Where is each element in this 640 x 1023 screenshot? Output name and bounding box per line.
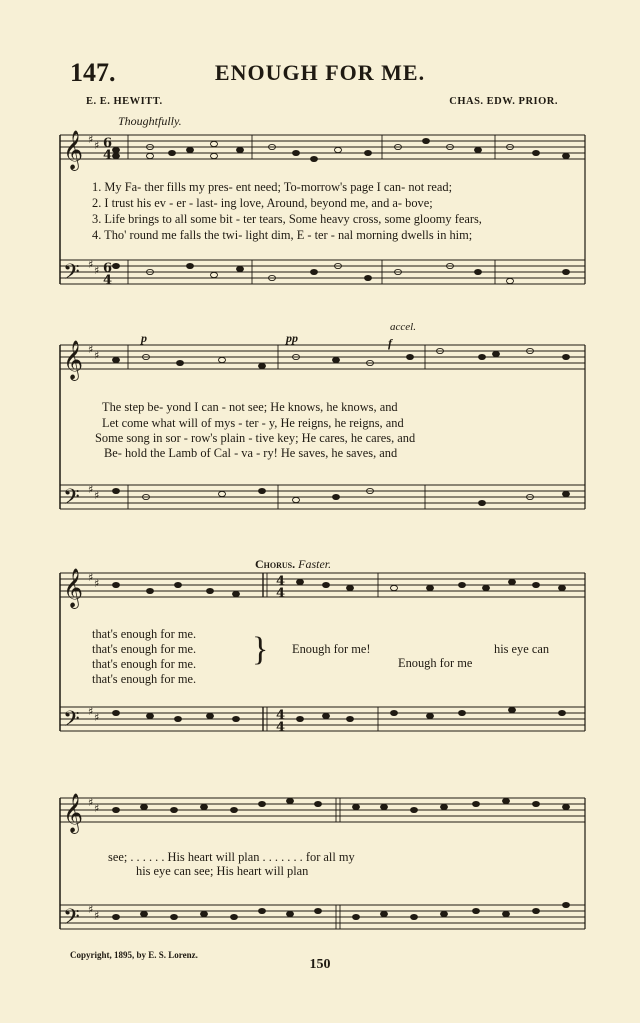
svg-text:4: 4 — [276, 720, 286, 735]
chorus-label: Chorus. — [255, 557, 296, 571]
svg-text:𝄢: 𝄢 — [63, 260, 80, 290]
tempo-marking: Thoughtfully. — [118, 114, 182, 128]
chorus-line-2-b: his eye can see; His heart will plan — [136, 864, 309, 878]
svg-text:♯: ♯ — [94, 264, 100, 277]
notes-system-1 — [113, 138, 570, 283]
composer-credit: CHAS. EDW. PRIOR. — [449, 96, 558, 107]
svg-text:♯: ♯ — [94, 711, 100, 724]
staff-3-bass — [60, 707, 585, 731]
staff-2-treble — [60, 345, 585, 369]
verse-4-line-1: 4. Tho' round me falls the twi- light dim, E - ter - nal morning dwells in him; — [92, 228, 473, 242]
verse-2-line-1: 2. I trust his ev - er - last- ing love, Around, beyond me, and a- bove; — [92, 196, 433, 210]
verse-2-line-2: Let come what will of mys - ter - y, He reigns, he reigns, and — [102, 416, 404, 430]
chorus-verse-1-end: that's enough for me. — [92, 627, 197, 641]
svg-text:𝄞: 𝄞 — [63, 340, 84, 380]
dynamic-p: p — [141, 331, 147, 345]
dynamic-pp: pp — [286, 331, 298, 345]
chorus-verse-3-end: that's enough for me. — [92, 657, 197, 671]
page-number: 150 — [309, 957, 331, 972]
svg-text:♯: ♯ — [94, 349, 100, 362]
svg-text:4: 4 — [276, 586, 286, 601]
chorus-tempo: Faster. — [298, 557, 332, 571]
staff-2-bass — [60, 485, 585, 509]
accel-marking: accel. — [390, 321, 416, 333]
svg-text:𝄞: 𝄞 — [63, 130, 84, 170]
svg-text:♯: ♯ — [88, 571, 94, 584]
svg-text:♯: ♯ — [94, 577, 100, 590]
svg-text:♯: ♯ — [88, 343, 94, 356]
svg-text:♯: ♯ — [94, 802, 100, 815]
chorus-line-1-b: his eye can — [494, 642, 550, 656]
dynamic-f: f — [388, 336, 392, 350]
chorus-line-1-c: Enough for me — [398, 656, 473, 670]
svg-text:4: 4 — [103, 148, 113, 163]
svg-text:4: 4 — [103, 273, 113, 288]
author-credit: E. E. HEWITT. — [86, 96, 163, 107]
verse-1-line-1: 1. My Fa- ther fills my pres- ent need; To-morrow's page I can- not read; — [92, 180, 453, 194]
svg-text:♯: ♯ — [88, 903, 94, 916]
hymn-title: ENOUGH FOR ME. — [214, 60, 426, 85]
svg-text:♯: ♯ — [88, 705, 94, 718]
svg-text:♯: ♯ — [94, 139, 100, 152]
chorus-heading — [255, 557, 331, 572]
svg-text:6: 6 — [103, 261, 113, 276]
chorus-line-2-a: see; . . . . . . His heart will plan . . . . . . . for all my — [108, 850, 355, 864]
verse-4-line-2: Be- hold the Lamb of Cal - va - ry! He saves, he saves, and — [104, 446, 398, 460]
verse-1-line-2: The step be- yond I can - not see; He knows, he knows, and — [102, 400, 398, 414]
copyright-notice: Copyright, 1895, by E. S. Lorenz. — [70, 950, 198, 960]
svg-text:𝄢: 𝄢 — [63, 707, 80, 737]
svg-text:𝄞: 𝄞 — [63, 793, 84, 833]
chorus-verse-2-end: that's enough for me. — [92, 642, 197, 656]
svg-text:4: 4 — [276, 708, 286, 723]
svg-text:♯: ♯ — [94, 489, 100, 502]
chorus-brace: } — [252, 631, 269, 668]
svg-text:♯: ♯ — [94, 909, 100, 922]
svg-text:4: 4 — [276, 574, 286, 589]
svg-text:♯: ♯ — [88, 483, 94, 496]
hymn-number: 147. — [70, 58, 116, 87]
svg-text:♯: ♯ — [88, 258, 94, 271]
verse-3-line-2: Some song in sor - row's plain - tive key; He cares, he cares, and — [95, 431, 416, 445]
svg-text:𝄢: 𝄢 — [63, 485, 80, 515]
verse-3-line-1: 3. Life brings to all some bit - ter tears, Some heavy cross, some gloomy fears, — [92, 212, 482, 226]
svg-text:♯: ♯ — [88, 133, 94, 146]
svg-text:♯: ♯ — [88, 796, 94, 809]
svg-text:6: 6 — [103, 136, 113, 151]
chorus-line-1-a: Enough for me! — [292, 642, 371, 656]
svg-text:𝄞: 𝄞 — [63, 568, 84, 608]
chorus-verse-4-end: that's enough for me. — [92, 672, 197, 686]
svg-text:𝄢: 𝄢 — [63, 905, 80, 935]
